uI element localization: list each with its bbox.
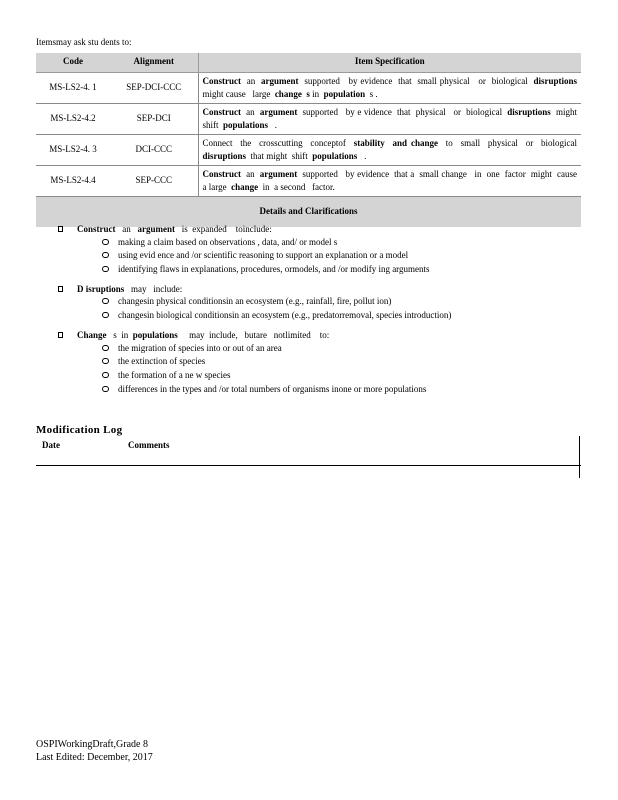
circle-bullet-icon [102,298,109,304]
intro-text: Itemsmay ask stu dents to: [36,37,132,47]
details-header-row [36,196,581,227]
circle-bullet-icon [102,312,109,318]
list-item: changesin biological conditionsin an ecosystem (e.g., predatorremoval, species introduction) [102,310,558,322]
code-column-header: Code [36,53,110,72]
circle-bullet-icon [102,266,109,272]
detail-group-heading: Change s in populations may include, butare notlimited to: [77,329,330,340]
detail-group [58,224,558,276]
table-row [36,165,581,196]
item-code: MS-LS2-4. 1 [36,72,110,103]
footer-line-draft: OSPIWorkingDraft,Grade 8 [36,739,148,750]
list-item: the migration of species into or out of an area [102,343,558,355]
item-specification-text: Connect the crosscutting conceptof stability and change to small physical or biological disruptions that might shift populations . [198,134,581,165]
list-item: the extinction of species [102,356,558,368]
list-item: making a claim based on observations , data, and/ or model s [102,237,558,249]
square-bullet-icon [58,286,63,292]
item-specification-text: Construct an argument supported by evidence that a small change in one factor might cause a large change in a second factor. [198,165,581,196]
comments-column-header: Comments [128,440,170,451]
square-bullet-icon [58,226,63,232]
circle-bullet-icon [102,372,109,378]
item-code: MS-LS2-4.2 [36,103,110,134]
table-row [36,103,581,134]
details-section [58,224,558,403]
item-alignment: SEP-CCC [110,165,198,196]
detail-group [58,330,558,395]
alignment-column-header: Alignment [110,53,198,72]
item-code: MS-LS2-4. 3 [36,134,110,165]
list-item: identifying flaws in explanations, procedures, ormodels, and /or modify ing arguments [102,264,558,276]
modification-log [36,423,581,452]
circle-bullet-icon [102,345,109,351]
vertical-divider [579,436,580,478]
modification-log-title: Modification Log [36,424,123,436]
list-item: differences in the types and /or total numbers of organisms inone or more populations [102,384,558,396]
square-bullet-icon [58,332,63,338]
item-specification-table [36,53,584,227]
list-item: the formation of a ne w species [102,370,558,382]
detail-group-heading: D isruptions may include: [77,283,183,294]
table-header-row [36,53,581,72]
list-item: using evid ence and /or scientific reasoning to support an explanation or a model [102,250,558,262]
horizontal-divider [36,465,581,466]
item-alignment: SEP-DCI [110,103,198,134]
item-specification-text: Construct an argument supported by evidence that small physical or biological disruptions might cause large change s in population s . [198,72,581,103]
item-specification-column-header: Item Specification [198,53,581,72]
item-specification-text: Construct an argument supported by e vidence that physical or biological disruptions might shift populations . [198,103,581,134]
circle-bullet-icon [102,386,109,392]
table-row [36,72,581,103]
circle-bullet-icon [102,239,109,245]
list-item: changesin physical conditionsin an ecosystem (e.g., rainfall, fire, pollut ion) [102,296,558,308]
item-code: MS-LS2-4.4 [36,165,110,196]
date-column-header: Date [42,440,60,451]
details-clarifications-header: Details and Clarifications [36,196,581,227]
footer-line-edited: Last Edited: December, 2017 [36,752,153,763]
table-row [36,134,581,165]
footer [36,738,153,764]
detail-group [58,284,558,322]
item-alignment: SEP-DCI-CCC [110,72,198,103]
item-alignment: DCI-CCC [110,134,198,165]
circle-bullet-icon [102,252,109,258]
circle-bullet-icon [102,358,109,364]
detail-group-heading: Construct an argument is expanded toinclude: [77,224,272,234]
